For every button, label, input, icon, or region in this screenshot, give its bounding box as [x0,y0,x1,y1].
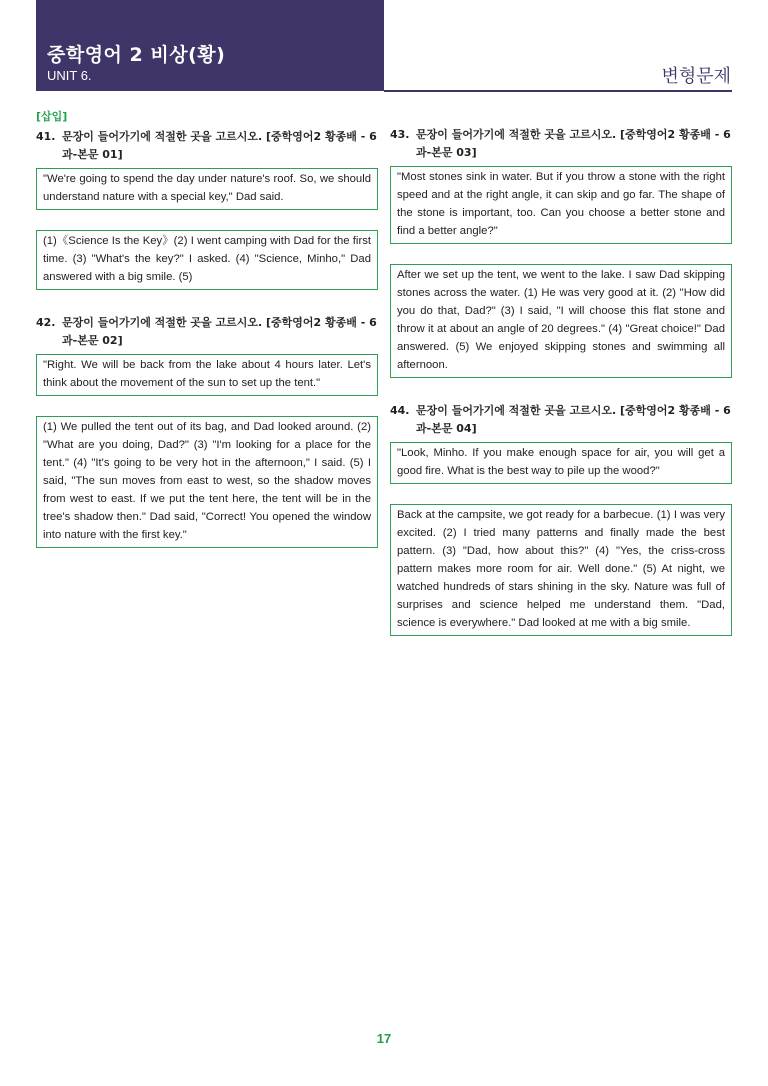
question-number: 44. [390,404,410,417]
question-42-passage: (1) We pulled the tent out of its bag, and Dad looked around. (2) "What are you doing, Dad?" (3) "I'm looking for a place for the tent." (4) "It's going to be very hot in the afternoon," I said. (5) I said, "The sun moves from east to west, so the shadow moves from west to east. If we put the tent here, the tent will be in the tree's shadow then." Dad said, "Correct! You opened the window into nature with the first key." [36,416,378,548]
question-41-given-sentence: "We're going to spend the day under nature's roof. So, we should understand nature with a special key," Dad said. [36,168,378,210]
question-44-given-sentence: "Look, Minho. If you make enough space for air, you will get a good fire. What is the best way to pile up the wood?" [390,442,732,484]
right-column [390,108,732,636]
worksheet-type-label: 변형문제 [661,66,731,87]
question-44-heading [390,402,732,438]
question-number: 41. [36,130,56,143]
question-prompt: 문장이 들어가기에 적절한 곳을 고르시오. [중학영어2 황종배 - 6과-본문 03] [416,128,731,159]
question-43-passage: After we set up the tent, we went to the lake. I saw Dad skipping stones across the water. (1) He was very good at it. (2) "How did you do that, Dad?" (3) I said, "I will choose this flat stone and throw it at about an angle of 20 degrees." (4) "Great choice!" Dad answered. (5) We enjoyed skipping stones and swimming all afternoon. [390,264,732,378]
question-42-given-sentence: "Right. We will be back from the lake about 4 hours later. Let's think about the movement of the sun to set up the tent." [36,354,378,396]
question-43-given-sentence: "Most stones sink in water. But if you throw a stone with the right speed and at the right angle, it can skip and go far. The shape of the stone is important, too. Can you choose a better stone and find a better angle?" [390,166,732,244]
question-prompt: 문장이 들어가기에 적절한 곳을 고르시오. [중학영어2 황종배 - 6과-본문 04] [416,404,731,435]
question-number: 42. [36,316,56,329]
question-prompt: 문장이 들어가기에 적절한 곳을 고르시오. [중학영어2 황종배 - 6과-본문 01] [62,130,377,161]
question-43-heading [390,126,732,162]
section-label: [삽입] [36,110,68,123]
unit-label: UNIT 6. [47,68,92,83]
book-title: 중학영어 2 비상(황) [47,44,226,66]
left-column [36,108,378,548]
header-rule [384,90,732,92]
page-number: 17 [376,1031,392,1046]
question-prompt: 문장이 들어가기에 적절한 곳을 고르시오. [중학영어2 황종배 - 6과-본문 02] [62,316,377,347]
question-41-passage: (1)《Science Is the Key》(2) I went camping with Dad for the first time. (3) "What's the key?" I asked. (4) "Science, Minho," Dad answered with a big smile. (5) [36,230,378,290]
question-42-heading [36,314,378,350]
question-number: 43. [390,128,410,141]
question-41-heading [36,128,378,164]
question-44-passage: Back at the campsite, we got ready for a barbecue. (1) I was very excited. (2) I tried many patterns and finally made the best pattern. (3) "Dad, how about this?" (4) "Yes, the criss-cross pattern makes more room for air. Well done." (5) At night, we watched hundreds of stars shining in the sky. Nature was full of surprises and science helped me understand them. "Dad, science is everywhere." Dad looked at me with a big smile. [390,504,732,636]
